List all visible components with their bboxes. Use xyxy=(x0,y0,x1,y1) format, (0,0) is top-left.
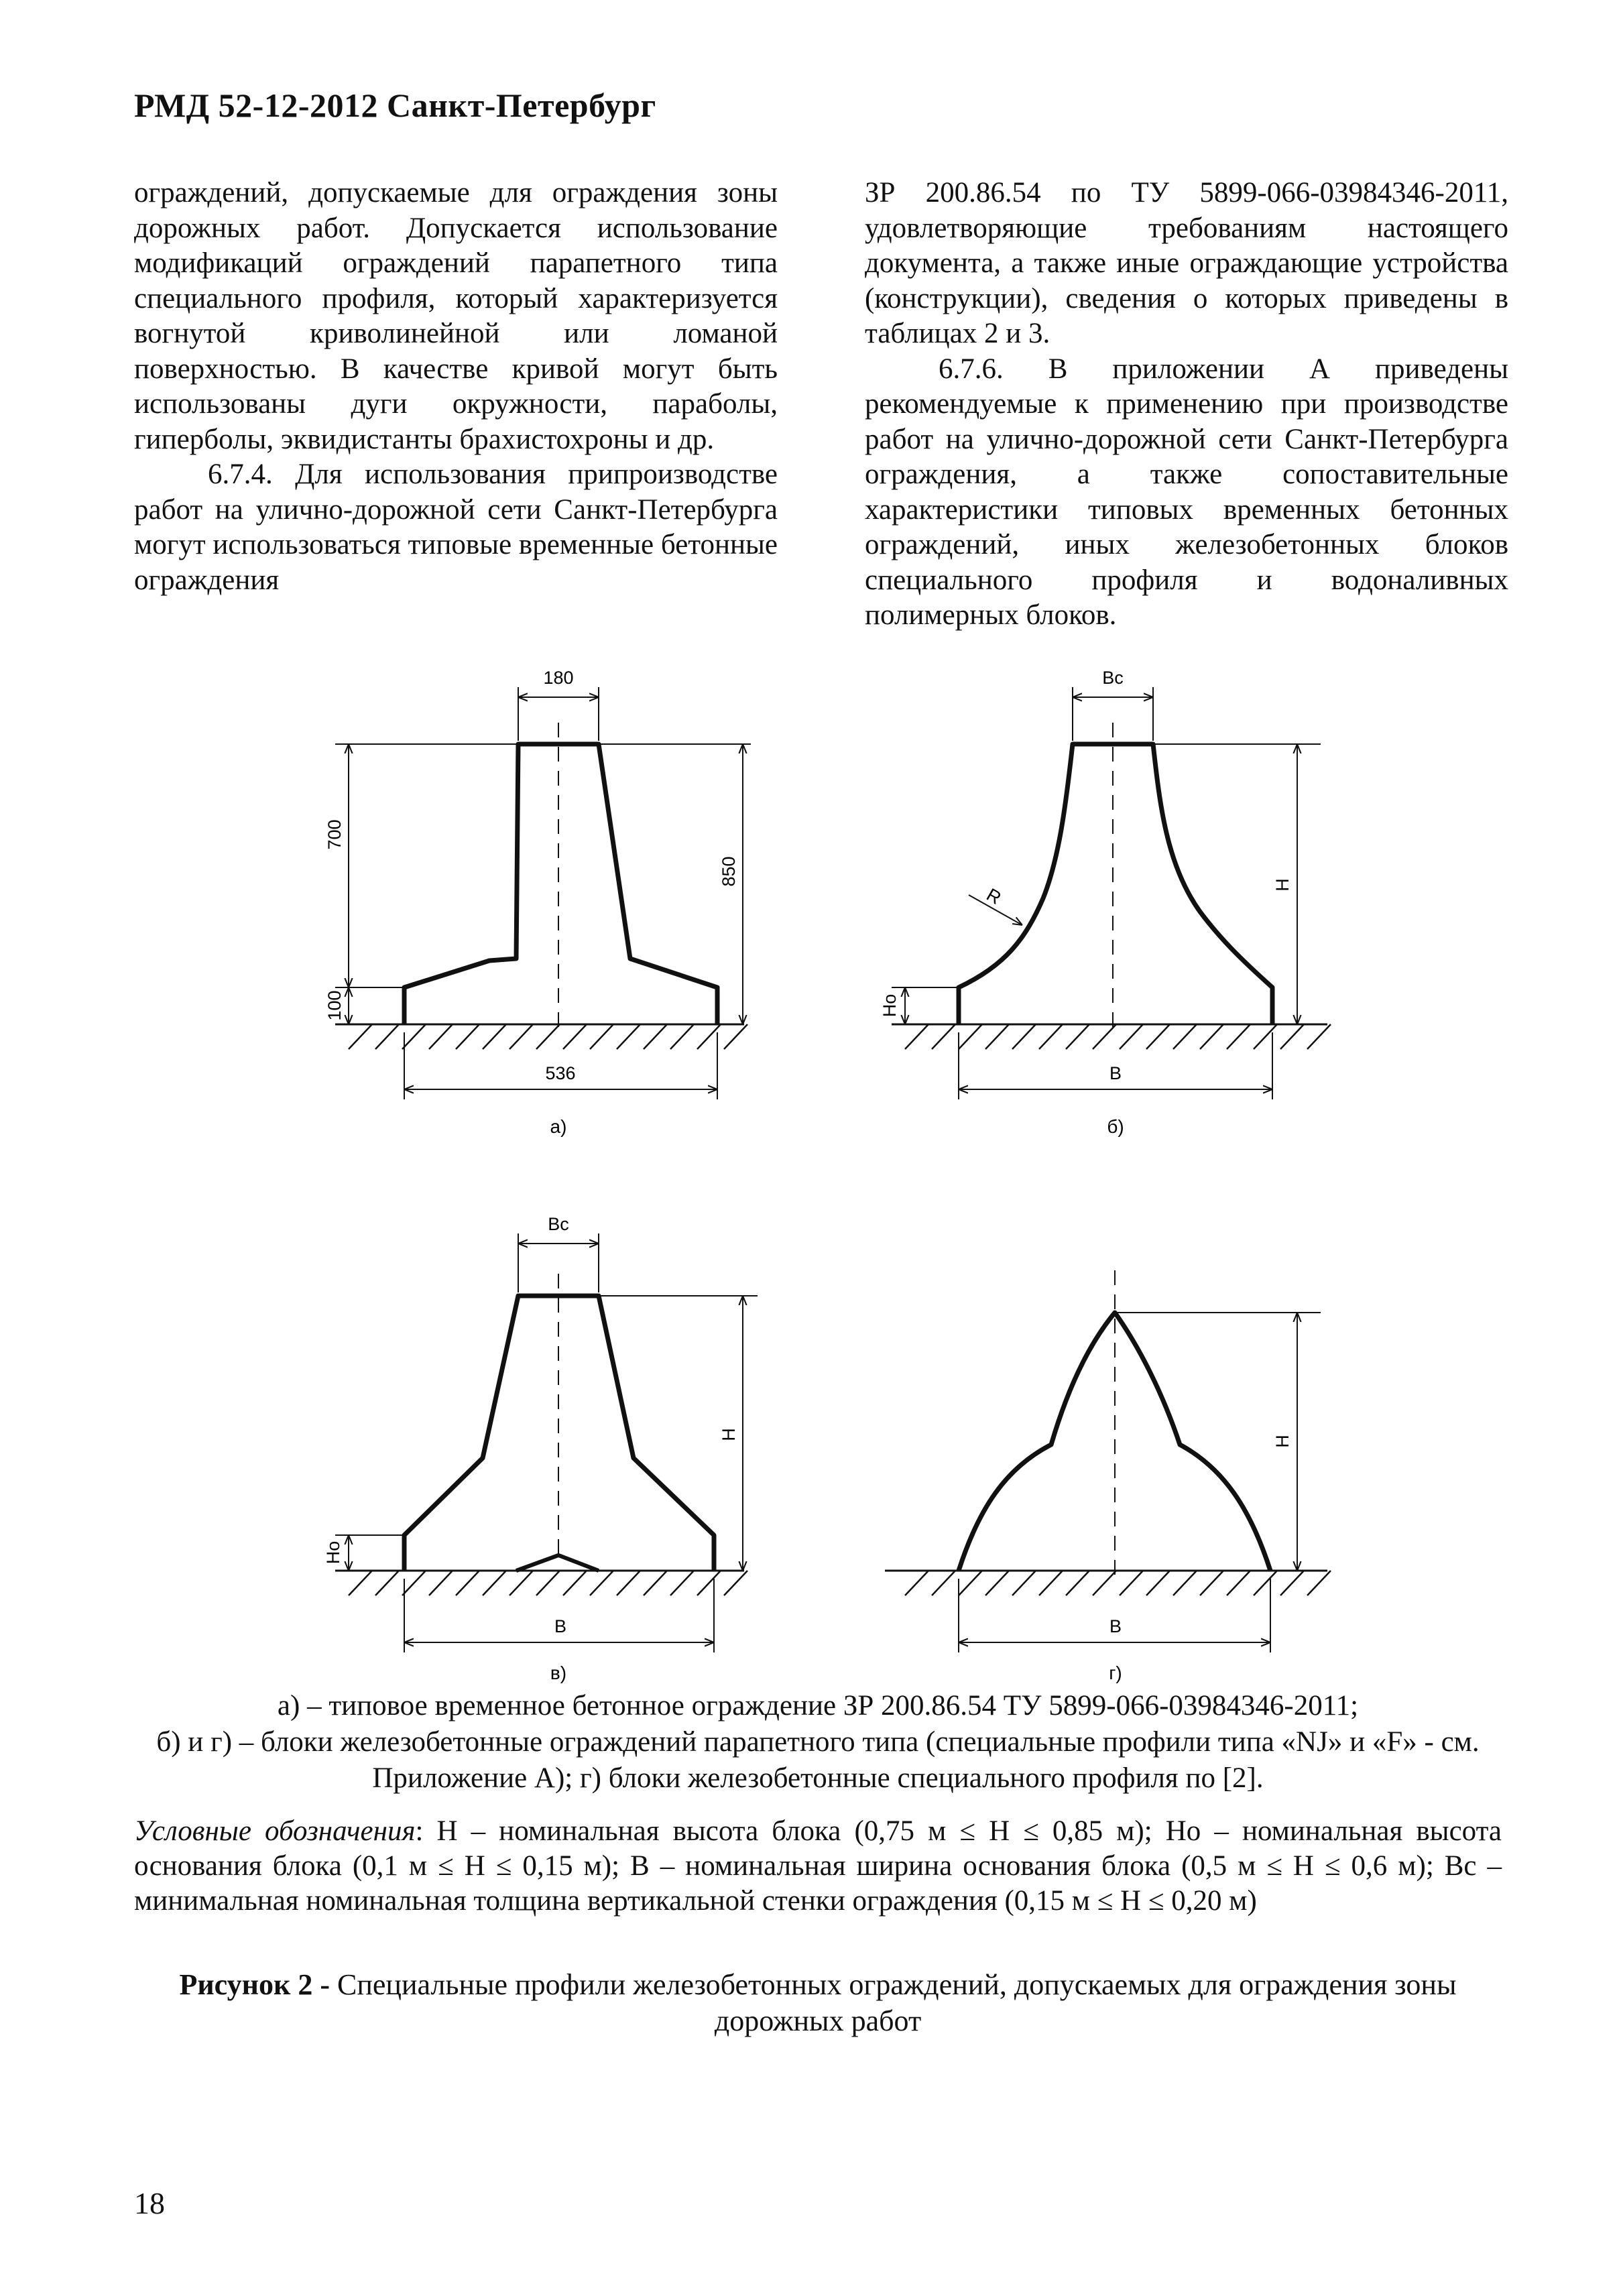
profile-c-notch xyxy=(516,1555,599,1571)
legend-text: : Н – номинальная высота блока (0,75 м ≤ Н ≤ 0,85 м); Но – номинальная высота основания блока (0,1 м ≤ Н ≤ 0,15 м); В – номинальная ширина основания блока (0,5 м ≤ Н ≤ 0,6 м); Вс – минимальная номинальная толщина вертикальной стенки ограждения (0,15 м ≤ Н ≤ 0,20 м) xyxy=(134,1815,1502,1917)
profile-d-base-width: B xyxy=(1109,1616,1122,1636)
profile-d xyxy=(885,1270,1331,1683)
profile-a-dims xyxy=(335,687,751,1099)
caption-line-b: б) и г) – блоки железобетонные ограждений парапетного типа (специальные профили типа «NJ» и «F» - см. Приложение А); г) блоки железобетонные специального профиля по [2]. xyxy=(156,1726,1480,1794)
profile-a-ground xyxy=(335,1024,747,1049)
profile-d-dims xyxy=(959,1313,1321,1652)
document-header: РМД 52-12-2012 Санкт-Петербург xyxy=(134,86,656,124)
profile-b-base-width: B xyxy=(1109,1063,1122,1083)
profile-b-total-height: H xyxy=(1272,878,1293,892)
profile-b-label: б) xyxy=(1107,1116,1124,1137)
page-number: 18 xyxy=(134,2186,165,2220)
profile-d-ground xyxy=(885,1571,1331,1595)
figure-caption-notes xyxy=(134,1688,1502,1797)
profile-b-dims xyxy=(892,687,1321,1099)
profile-b-radius: R xyxy=(983,884,1005,909)
right-paragraph-1: ЗР 200.86.54 по ТУ 5899-066-03984346-2011, удовлетворяющие требованиям настоящего документа, а также иные ограждающие устройства (конструкции), сведения о которых приведены в таблицах 2 и 3. xyxy=(865,177,1508,349)
legend-lead: Условные обозначения xyxy=(134,1815,416,1847)
left-paragraph-2: 6.7.4. Для использования припроизводстве работ на улично-дорожной сети Санкт-Петербурга могут использоваться типовые временные бетонные ограждения xyxy=(134,459,778,596)
profile-d-total-height: H xyxy=(1272,1435,1293,1448)
profile-b-ground xyxy=(892,1024,1331,1049)
right-paragraph-2: 6.7.6. В приложении А приведены рекомендуемые к применению при производстве работ на улично-дорожной сети Санкт-Петербурга ограждения, а также сопоставительные характеристики типовых временных бетонных ограждений, иных железобетонных блоков специального профиля и водоналивных полимерных блоков. xyxy=(865,353,1508,631)
profile-c-base-height: Ho xyxy=(323,1540,343,1565)
left-paragraph-1: ограждений, допускаемые для ограждения зоны дорожных работ. Допускается использование модификаций ограждений парапетного типа специального профиля, который характеризуется вогнутой криволинейной или ломаной поверхностью. В качестве кривой могут быть использованы дуги окружности, параболы, гиперболы, эквидистанты брахистохроны и др. xyxy=(134,177,778,455)
profile-c-base-width: B xyxy=(554,1616,567,1636)
profile-d-label: г) xyxy=(1109,1663,1122,1683)
profile-b-top-width: Bc xyxy=(1102,668,1124,688)
profile-c-label: в) xyxy=(550,1663,567,1683)
figure-title-number: Рисунок 2 - xyxy=(179,1968,337,2001)
profile-c-ground xyxy=(335,1571,747,1595)
profile-a-top-width: 180 xyxy=(543,668,574,688)
profile-b xyxy=(880,668,1331,1137)
profile-a-label: а) xyxy=(550,1116,567,1137)
profile-a-base-width: 536 xyxy=(545,1063,576,1083)
profile-c-top-width: Bc xyxy=(548,1214,569,1234)
profile-a xyxy=(324,668,751,1137)
profile-a-upper-height: 700 xyxy=(324,819,345,850)
profile-c-total-height: H xyxy=(719,1428,739,1441)
profile-b-base-height: Ho xyxy=(880,993,900,1018)
profile-a-base-height: 100 xyxy=(324,990,345,1021)
figure-title xyxy=(134,1967,1502,2039)
profile-a-outline xyxy=(404,744,717,1024)
profile-c xyxy=(323,1214,758,1683)
profile-a-total-height: 850 xyxy=(719,856,739,887)
legend xyxy=(134,1814,1502,1919)
figure-title-text: Специальные профили железобетонных ограждений, допускаемых для ограждения зоны дорожных работ xyxy=(337,1968,1457,2037)
profile-b-outline xyxy=(959,744,1272,1024)
caption-line-a: а) – типовое временное бетонное ограждение ЗР 200.86.54 ТУ 5899-066-03984346-2011; xyxy=(277,1690,1359,1721)
